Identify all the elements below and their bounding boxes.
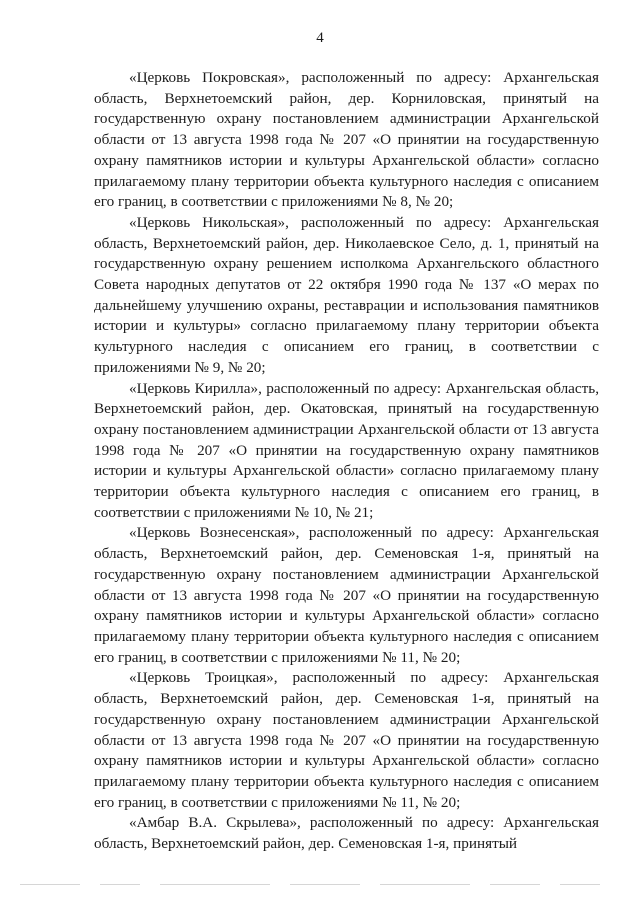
scan-edge-noise — [20, 884, 610, 890]
document-body — [94, 68, 599, 855]
page-number: 4 — [316, 30, 324, 46]
paragraph-church-troitskaya: «Церковь Троицкая», расположенный по адресу: Архангельская область, Верхнетоемский район, дер. Семеновская 1-я, принятый на государственную охрану постановлением администрации Архангельской области от 13 августа 1998 года № 207 «О принятии на государственную охрану памятников истории и культуры Архангельской области» согласно прилагаемому плану территории объекта культурного наследия с описанием его границ, в соответствии с приложениями № 11, № 20; — [94, 669, 599, 811]
paragraph-church-voznesenskaya: «Церковь Вознесенская», расположенный по адресу: Архангельская область, Верхнетоемский район, дер. Семеновская 1-я, принятый на государственную охрану постановлением администрации Архангельской области от 13 августа 1998 года № 207 «О принятии на государственную охрану памятников истории и культуры Архангельской области» согласно прилагаемому плану территории объекта культурного наследия с описанием его границ, в соответствии с приложениями № 11, № 20; — [94, 524, 599, 666]
paragraph-church-pokrovskaya: «Церковь Покровская», расположенный по адресу: Архангельская область, Верхнетоемский район, дер. Корниловская, принятый на государственную охрану постановлением администрации Архангельской области от 13 августа 1998 года № 207 «О принятии на государственную охрану памятников истории и культуры Архангельской области» согласно прилагаемому плану территории объекта культурного наследия с описанием его границ, в соответствии с приложениями № 8, № 20; — [94, 69, 599, 211]
paragraph-church-kirilla: «Церковь Кирилла», расположенный по адресу: Архангельская область, Верхнетоемский район, дер. Окатовская, принятый на государственную охрану постановлением администрации Архангельской области от 13 августа 1998 года № 207 «О принятии на государственную охрану памятников истории и культуры Архангельской области» согласно прилагаемому плану территории объекта культурного наследия с описанием его границ, в соответствии с приложениями № 10, № 21; — [94, 379, 599, 521]
paragraph-ambar-skryleva: «Амбар В.А. Скрылева», расположенный по адресу: Архангельская область, Верхнетоемский район, дер. Семеновская 1-я, принятый — [94, 814, 599, 853]
paragraph-church-nikolskaya: «Церковь Никольская», расположенный по адресу: Архангельская область, Верхнетоемский район, дер. Николаевское Село, д. 1, принятый на государственную охрану решением исполкома Архангельского областного Совета народных депутатов от 22 октября 1990 года № 137 «О мерах по дальнейшему улучшению охраны, реставрации и использования памятников истории и культуры» согласно прилагаемому плану территории объекта культурного наследия с описанием его границ, в соответствии с приложениями № 9, № 20; — [94, 213, 599, 376]
